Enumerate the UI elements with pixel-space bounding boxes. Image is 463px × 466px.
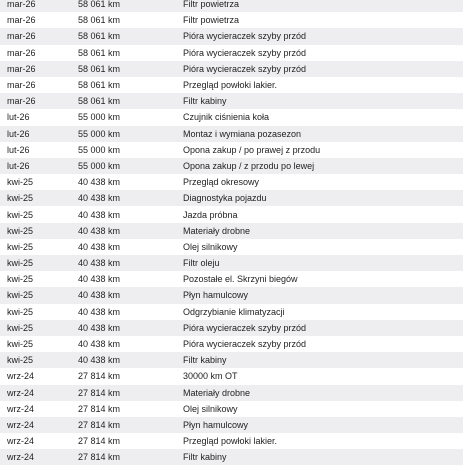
mileage-cell: 55 000 km <box>78 112 121 123</box>
description-cell: Opona zakup / z przodu po lewej <box>183 160 315 171</box>
description-cell: 30000 km OT <box>183 371 238 382</box>
table-row <box>0 449 463 465</box>
description-cell: Opona zakup / po prawej z przodu <box>183 144 321 155</box>
description-cell: Płyn hamulcowy <box>183 290 249 301</box>
mileage-cell: 40 438 km <box>78 274 121 285</box>
mileage-cell: 27 814 km <box>78 403 121 414</box>
table-row <box>0 271 463 287</box>
mileage-cell: 40 438 km <box>78 339 121 350</box>
description-cell: Olej silnikowy <box>183 241 238 252</box>
mileage-cell: 27 814 km <box>78 452 121 463</box>
date-cell: wrz-24 <box>7 452 35 463</box>
date-cell: kwi-25 <box>7 193 34 204</box>
date-cell: mar-26 <box>7 96 36 107</box>
description-cell: Filtr powietrza <box>183 15 240 26</box>
description-cell: Przegląd okresowy <box>183 177 260 188</box>
table-row <box>0 320 463 336</box>
table-row <box>0 206 463 222</box>
date-cell: mar-26 <box>7 47 36 58</box>
table-row <box>0 433 463 449</box>
description-cell: Filtr kabiny <box>183 452 227 463</box>
table-row <box>0 385 463 401</box>
table-row <box>0 255 463 271</box>
mileage-cell: 58 061 km <box>78 96 121 107</box>
date-cell: kwi-25 <box>7 177 34 188</box>
date-cell: wrz-24 <box>7 403 35 414</box>
mileage-cell: 58 061 km <box>78 47 121 58</box>
mileage-cell: 40 438 km <box>78 177 121 188</box>
description-cell: Pióra wycieraczek szyby przód <box>183 322 307 333</box>
description-cell: Materiały drobne <box>183 225 251 236</box>
description-cell: Pióra wycieraczek szyby przód <box>183 339 307 350</box>
description-cell: Odgrzybianie klimatyzacji <box>183 306 285 317</box>
date-cell: kwi-25 <box>7 339 34 350</box>
date-cell: kwi-25 <box>7 258 34 269</box>
date-cell: lut-26 <box>7 112 30 123</box>
date-cell: mar-26 <box>7 80 36 91</box>
table-row <box>0 142 463 158</box>
table-row <box>0 126 463 142</box>
mileage-cell: 40 438 km <box>78 225 121 236</box>
mileage-cell: 58 061 km <box>78 31 121 42</box>
mileage-cell: 55 000 km <box>78 144 121 155</box>
description-cell: Czujnik ciśnienia koła <box>183 112 270 123</box>
date-cell: kwi-25 <box>7 225 34 236</box>
description-cell: Diagnostyka pojazdu <box>183 193 267 204</box>
table-row <box>0 93 463 109</box>
date-cell: mar-26 <box>7 15 36 26</box>
description-cell: Filtr oleju <box>183 258 220 269</box>
date-cell: mar-26 <box>7 31 36 42</box>
description-cell: Pióra wycieraczek szyby przód <box>183 63 307 74</box>
mileage-cell: 40 438 km <box>78 241 121 252</box>
date-cell: kwi-25 <box>7 274 34 285</box>
table-row <box>0 174 463 190</box>
mileage-cell: 40 438 km <box>78 322 121 333</box>
mileage-cell: 40 438 km <box>78 355 121 366</box>
description-cell: Pióra wycieraczek szyby przód <box>183 47 307 58</box>
table-row <box>0 158 463 174</box>
date-cell: wrz-24 <box>7 436 35 447</box>
table-row <box>0 223 463 239</box>
mileage-cell: 27 814 km <box>78 436 121 447</box>
table-row <box>0 61 463 77</box>
date-cell: kwi-25 <box>7 209 34 220</box>
mileage-cell: 27 814 km <box>78 387 121 398</box>
table-row <box>0 12 463 28</box>
date-cell: kwi-25 <box>7 355 34 366</box>
table-row <box>0 336 463 352</box>
date-cell: kwi-25 <box>7 290 34 301</box>
mileage-cell: 40 438 km <box>78 306 121 317</box>
table-row <box>0 77 463 93</box>
description-cell: Jazda próbna <box>183 209 238 220</box>
mileage-cell: 40 438 km <box>78 290 121 301</box>
date-cell: mar-26 <box>7 0 36 10</box>
table-row <box>0 368 463 384</box>
description-cell: Materiały drobne <box>183 387 251 398</box>
table-row <box>0 0 463 12</box>
date-cell: lut-26 <box>7 160 30 171</box>
mileage-cell: 58 061 km <box>78 63 121 74</box>
mileage-cell: 27 814 km <box>78 371 121 382</box>
date-cell: kwi-25 <box>7 322 34 333</box>
description-cell: Pozostałe el. Skrzyni biegów <box>183 274 298 285</box>
table-row <box>0 45 463 61</box>
description-cell: Filtr kabiny <box>183 96 227 107</box>
table-row <box>0 28 463 44</box>
mileage-cell: 40 438 km <box>78 193 121 204</box>
description-cell: Montaz i wymiana pozasezon <box>183 128 302 139</box>
date-cell: wrz-24 <box>7 371 35 382</box>
table-row <box>0 304 463 320</box>
date-cell: lut-26 <box>7 128 30 139</box>
mileage-cell: 40 438 km <box>78 209 121 220</box>
date-cell: mar-26 <box>7 63 36 74</box>
description-cell: Płyn hamulcowy <box>183 419 249 430</box>
table-row <box>0 190 463 206</box>
mileage-cell: 55 000 km <box>78 128 121 139</box>
table-row <box>0 239 463 255</box>
mileage-cell: 40 438 km <box>78 258 121 269</box>
date-cell: wrz-24 <box>7 387 35 398</box>
description-cell: Przegląd powłoki lakier. <box>183 436 278 447</box>
date-cell: lut-26 <box>7 144 30 155</box>
description-cell: Filtr powietrza <box>183 0 240 10</box>
description-cell: Olej silnikowy <box>183 403 238 414</box>
table-row <box>0 417 463 433</box>
mileage-cell: 58 061 km <box>78 80 121 91</box>
date-cell: wrz-24 <box>7 419 35 430</box>
mileage-cell: 58 061 km <box>78 15 121 26</box>
date-cell: kwi-25 <box>7 306 34 317</box>
table-row <box>0 109 463 125</box>
date-cell: kwi-25 <box>7 241 34 252</box>
table-row <box>0 287 463 303</box>
mileage-cell: 55 000 km <box>78 160 121 171</box>
description-cell: Filtr kabiny <box>183 355 227 366</box>
description-cell: Pióra wycieraczek szyby przód <box>183 31 307 42</box>
description-cell: Przegląd powłoki lakier. <box>183 80 278 91</box>
table-row <box>0 352 463 368</box>
mileage-cell: 27 814 km <box>78 419 121 430</box>
table-row <box>0 401 463 417</box>
mileage-cell: 58 061 km <box>78 0 121 10</box>
